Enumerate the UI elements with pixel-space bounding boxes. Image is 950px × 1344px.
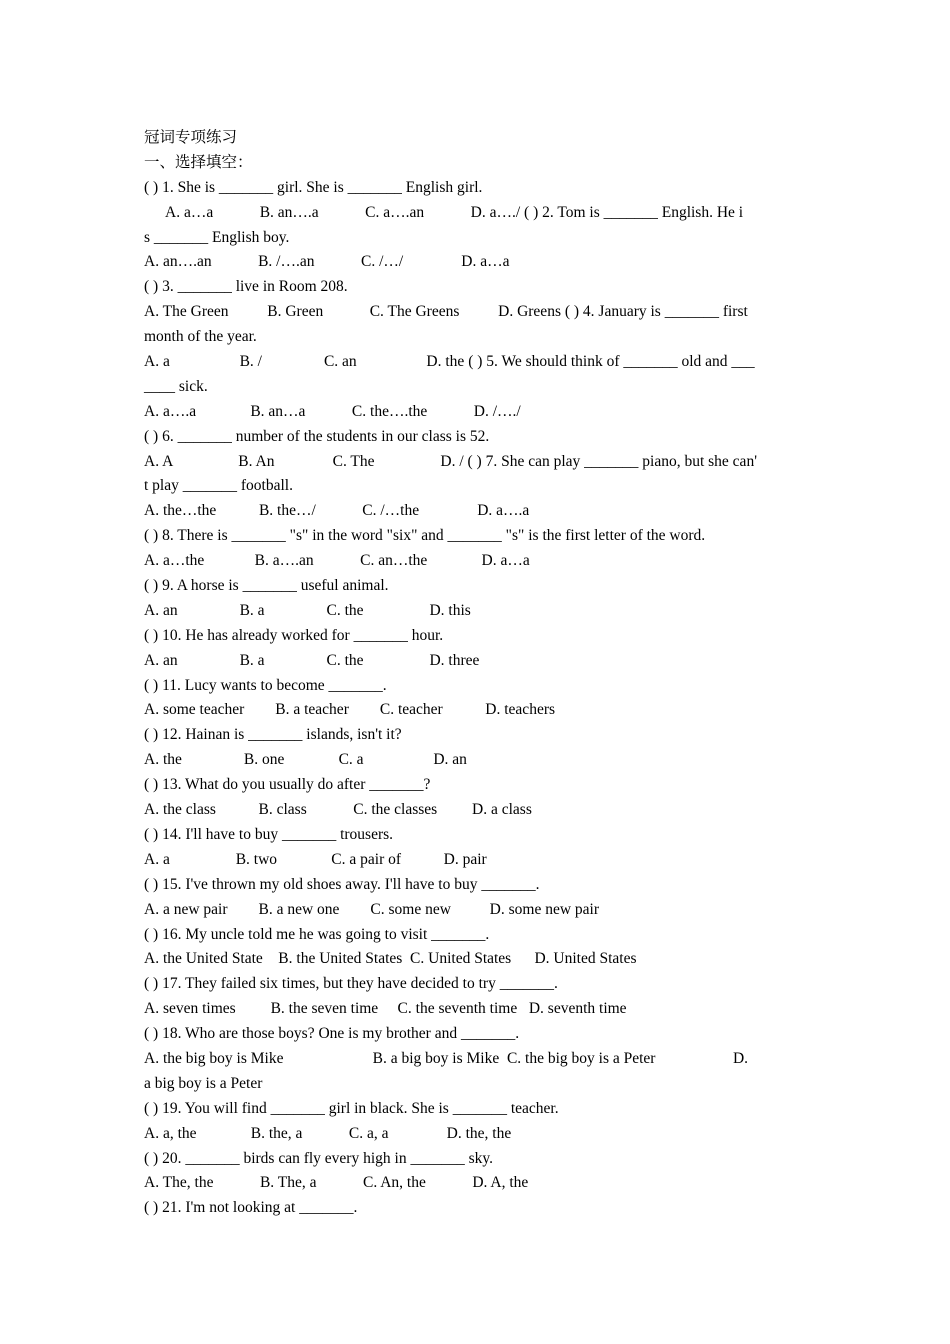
- options-line: A. a B. two C. a pair of D. pair: [144, 850, 487, 868]
- options-line: A. the United State B. the United States C. United States D. United States: [144, 950, 637, 968]
- question-line: ( ) 17. They failed six times, but they have decided to try _______.: [144, 975, 558, 993]
- options-line: A. an….an B. /….an C. /…/ D. a…a: [144, 253, 510, 271]
- question-line: ( ) 13. What do you usually do after _______?: [144, 776, 431, 794]
- question-line: s _______ English boy.: [144, 228, 290, 246]
- options-line: A. A B. An C. The D. / ( ) 7. She can play _______ piano, but she can': [144, 452, 757, 470]
- question-line: ( ) 3. _______ live in Room 208.: [144, 278, 348, 296]
- options-line: A. a…the B. a….an C. an…the D. a…a: [144, 552, 530, 570]
- question-line: ( ) 12. Hainan is _______ islands, isn't it?: [144, 726, 402, 744]
- options-line: A. an B. a C. the D. this: [144, 601, 471, 619]
- options-line: A. a…a B. an….a C. a….an D. a…./ ( ) 2. Tom is _______ English. He i: [165, 203, 744, 221]
- document-page: [144, 126, 810, 1221]
- question-line: ( ) 8. There is _______ "s" in the word "six" and _______ "s" is the first letter of the word.: [144, 527, 706, 545]
- options-line: A. a….a B. an…a C. the….the D. /…./: [144, 402, 521, 420]
- question-line: ____ sick.: [144, 377, 208, 395]
- question-line: month of the year.: [144, 328, 257, 346]
- question-line: ( ) 14. I'll have to buy _______ trousers.: [144, 825, 394, 843]
- options-line: A. the…the B. the…/ C. /…the D. a….a: [144, 502, 530, 520]
- options-line: A. the B. one C. a D. an: [144, 751, 467, 769]
- options-line: A. an B. a C. the D. three: [144, 651, 480, 669]
- options-line: A. a, the B. the, a C. a, a D. the, the: [144, 1124, 512, 1142]
- question-line: ( ) 18. Who are those boys? One is my brother and _______.: [144, 1025, 520, 1043]
- question-line: ( ) 11. Lucy wants to become _______.: [144, 676, 387, 694]
- question-line: ( ) 20. _______ birds can fly every high in _______ sky.: [144, 1149, 493, 1167]
- options-line: A. seven times B. the seven time C. the seventh time D. seventh time: [144, 1000, 627, 1018]
- question-line: ( ) 15. I've thrown my old shoes away. I'll have to buy _______.: [144, 875, 540, 893]
- document-title: 冠词专项练习: [144, 129, 238, 146]
- options-line: A. a B. / C. an D. the ( ) 5. We should think of _______ old and ___: [144, 353, 755, 371]
- options-line: A. The, the B. The, a C. An, the D. A, the: [144, 1174, 529, 1192]
- section-heading: 一、选择填空：: [144, 153, 253, 171]
- options-line: a big boy is a Peter: [144, 1074, 263, 1092]
- question-line: ( ) 19. You will find _______ girl in black. She is _______ teacher.: [144, 1099, 559, 1117]
- options-line: A. a new pair B. a new one C. some new D. some new pair: [144, 900, 600, 918]
- question-line: ( ) 10. He has already worked for _______ hour.: [144, 626, 444, 644]
- question-line: ( ) 16. My uncle told me he was going to visit _______.: [144, 925, 490, 943]
- options-line: A. the big boy is Mike B. a big boy is Mike C. the big boy is a Peter D.: [144, 1049, 749, 1067]
- question-line: ( ) 9. A horse is _______ useful animal.: [144, 577, 389, 595]
- options-line: A. The Green B. Green C. The Greens D. Greens ( ) 4. January is _______ first: [144, 303, 748, 321]
- question-line: t play _______ football.: [144, 477, 293, 495]
- question-line: ( ) 1. She is _______ girl. She is _______ English girl.: [144, 178, 483, 196]
- question-line: ( ) 21. I'm not looking at _______.: [144, 1199, 358, 1217]
- options-line: A. the class B. class C. the classes D. a class: [144, 801, 532, 819]
- question-line: ( ) 6. _______ number of the students in our class is 52.: [144, 427, 490, 445]
- options-line: A. some teacher B. a teacher C. teacher D. teachers: [144, 701, 556, 719]
